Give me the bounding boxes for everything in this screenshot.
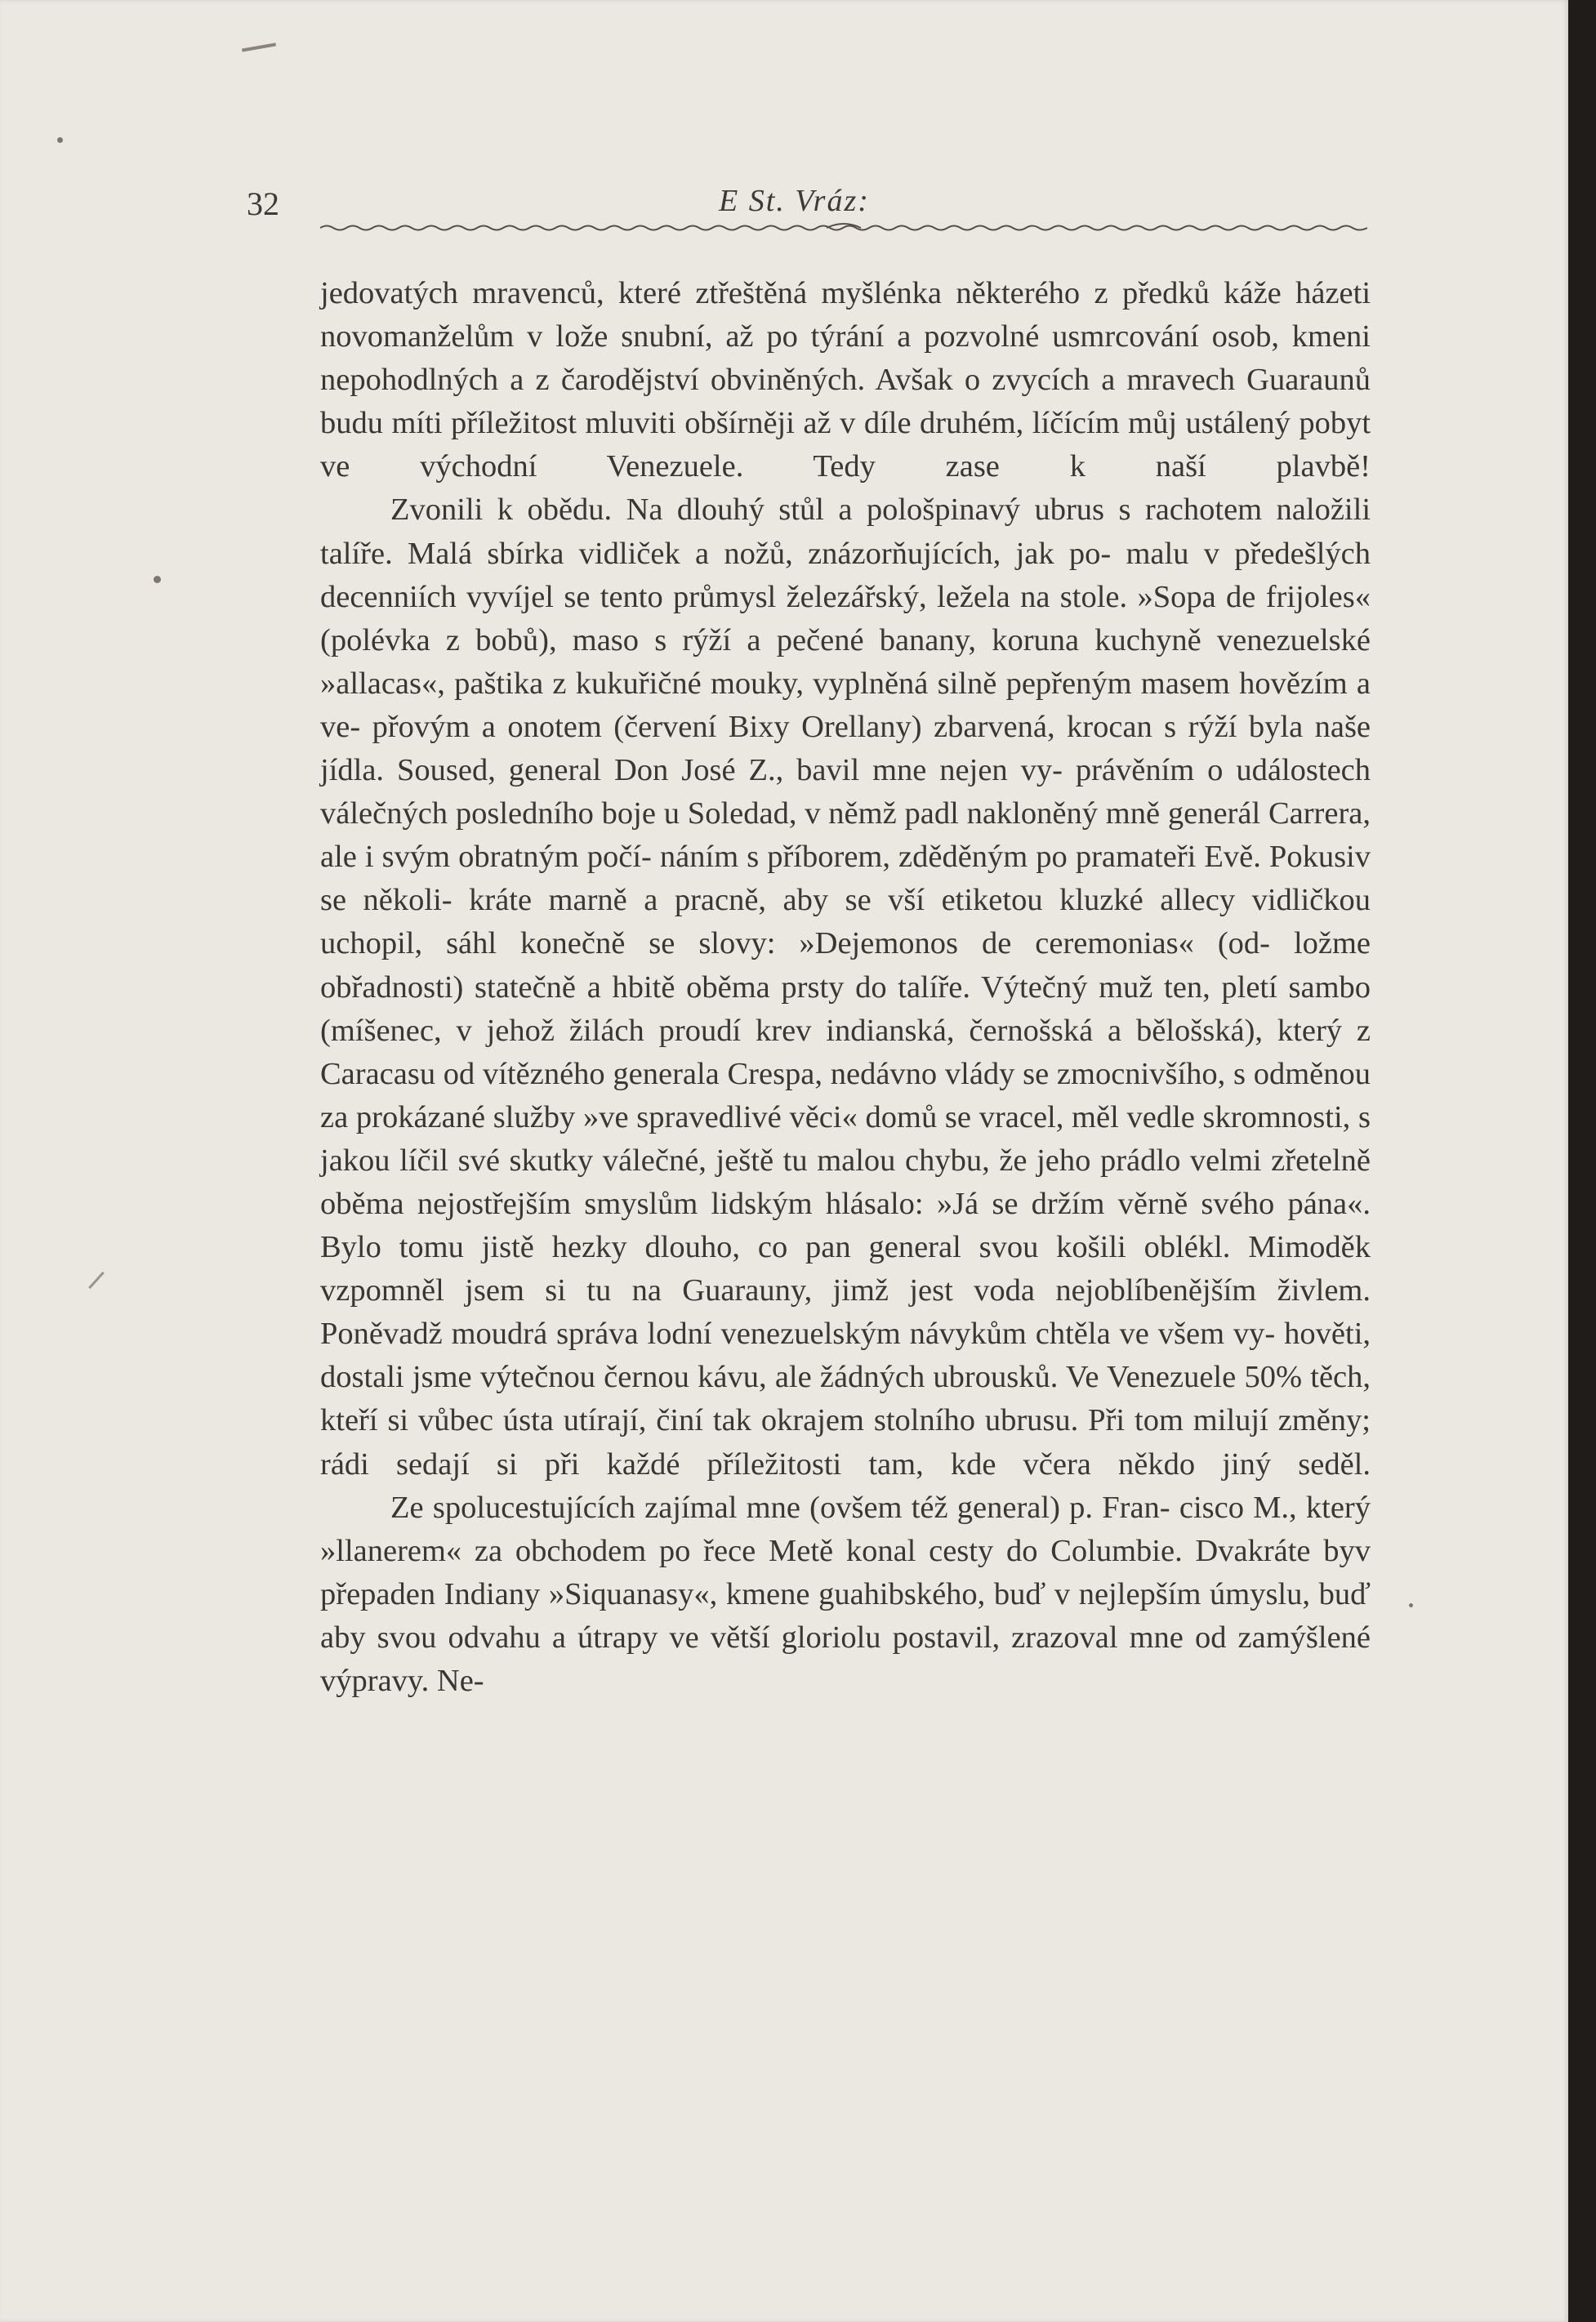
paragraph [320,488,1371,1486]
text-line: Crespa, nedávno vlády se zmocnivšího, s odměnou za prokázané [320,1056,1371,1134]
text-line: prádlo velmi zřetelně oběma nejostřejším smyslům lidským hlásalo: [320,1143,1371,1221]
text-line: Avšak o zvycích a mravech Guaraunů budu míti příležitost mluviti [320,363,1371,441]
text-line: ve větší gloriolu postavil, zrazoval mne od zamýšlené výpravy. Ne- [320,1620,1371,1698]
text-line: usmrcování osob, kmeni nepohodlných a z čarodějství obviněných. [320,319,1371,398]
text-line: obšírněji až v díle druhém, líčícím můj ustálený pobyt ve východní [320,406,1371,484]
text-line: malu v předešlých decenniích vyvíjel se tento průmysl železářský, [320,536,1371,614]
text-line: padl nakloněný mně generál Carrera, ale i svým obratným počí- [320,796,1371,875]
page-number: 32 [247,185,279,222]
text-line: jedovatých mravenců, které ztřeštěná myšlénka některého z předků [320,276,1210,310]
text-line: příležitosti tam, kde včera někdo jiný seděl. [707,1446,1371,1482]
text-line: kráte marně a pracně, aby se vší etiketou kluzké allecy vidličkou [469,883,1371,918]
body-text [320,272,1371,1703]
text-line: Zvonili k obědu. Na dlouhý stůl a pološpinavý ubrus s rachotem [390,492,1263,528]
text-line: do Columbie. Dvakráte byv přepaden Indiany »Siquanasy«, kmene [320,1533,1371,1611]
text-line: a pečené banany, koruna kuchyně venezuelské »allacas«, paštika [320,622,1371,701]
ink-mark [242,42,276,51]
text-line: uchopil, sáhl konečně se slovy: »Dejemonos de ceremonias« (od- [320,926,1270,961]
text-line: stolního ubrusu. Při tom milují změny; rádi sedají si při každé [320,1403,1371,1482]
text-line: káže házeti novomanželům v lože snubní, až po týrání a pozvolné [320,276,1371,354]
paper-speck [154,576,161,583]
text-line: s jakou líčil své skutky válečné, ještě tu malou chybu, že jeho [320,1099,1371,1178]
text-line: Ve Venezuele 50% těch, kteří si vůbec ústa utírají, činí tak okrajem [320,1360,1371,1438]
ink-mark [88,1272,105,1289]
text-line: Venezuele. Tedy zase k naší plavbě! [606,449,1371,484]
text-line: byla naše jídla. Soused, general Don José Z., bavil mne nejen vy- [320,709,1371,788]
text-line: z kukuřičné mouky, vyplněná silně pepřeným masem hovězím a ve- [320,666,1371,744]
decorative-wavy-rule [320,221,1367,235]
text-line: moudrá správa lodní venezuelským návykům chtěla ve všem vy- [451,1317,1276,1352]
paper-speck [57,137,63,143]
text-line: náním s příborem, zděděným po pramateři Evě. Pokusiv se několi- [320,840,1371,918]
paragraph [320,1486,1371,1703]
text-line: guahibského, buď v nejlepším úmyslu, buď aby svou odvahu a útrapy [320,1576,1371,1655]
text-line: Ze spolucestujících zajímal mne (ovšem též general) p. Fran- [390,1490,1170,1525]
text-line: na Guarauny, jimž jest voda nejoblíbenějším živlem. Poněvadž [320,1273,1371,1352]
paragraph [320,272,1371,488]
text-line: ložme obřadnosti) statečně a hbitě oběma prsty do talíře. Výtečný [320,926,1371,1005]
text-line: cisco M., který »llanerem« za obchodem po řece Metě konal cesty [320,1490,1371,1568]
text-line: muž ten, pletí sambo (míšenec, v jehož žilách proudí krev indianská, [320,969,1371,1048]
text-line: služby »ve spravedlivé věci« domů se vracel, měl vedle skromnosti, [493,1099,1351,1134]
text-line: právěním o událostech válečných posledního boje u Soledad, v němž [320,753,1371,831]
text-line: černošská a bělošská), který z Caracasu od vítězného generala [320,1013,1371,1091]
text-line: co pan general svou košili oblékl. Mimoděk vzpomněl jsem si tu [320,1230,1371,1308]
running-head: E St. Vráz: [719,184,870,218]
text-line: naložili talíře. Malá sbírka vidliček a nožů, znázorňujících, jak po- [320,492,1371,571]
text-line: hověti, dostali jsme výtečnou černou kávu, ale žádných ubrousků. [320,1317,1371,1395]
page-edge [1568,0,1596,2322]
paper-speck [1409,1603,1413,1607]
text-line: přovým a onotem (červení Bixy Orellany) zbarvená, krocan s rýží [372,709,1237,744]
text-line: »Já se držím věrně svého pána«. Bylo tomu jistě hezky dlouho, [320,1186,1371,1265]
text-line: ležela na stole. »Sopa de frijoles« (polévka z bobů), maso s rýží [320,579,1371,657]
